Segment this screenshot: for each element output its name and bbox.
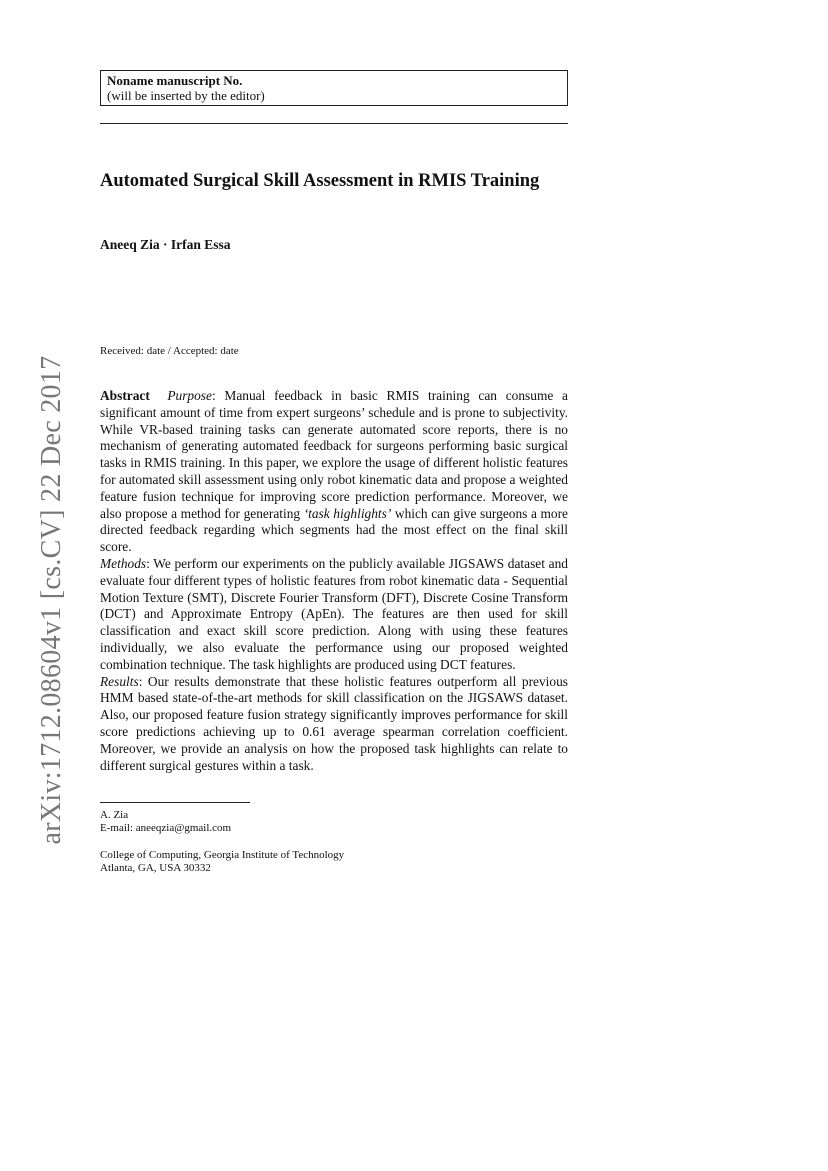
received-date: Received: date / Accepted: date bbox=[100, 345, 239, 357]
manuscript-header-box bbox=[100, 70, 568, 106]
abstract-methods-paragraph bbox=[100, 556, 568, 674]
abstract-section bbox=[100, 388, 568, 774]
footnote-email: E-mail: aneeqzia@gmail.com bbox=[100, 822, 232, 834]
methods-label: Methods bbox=[100, 555, 147, 571]
purpose-text-b: which can give surgeons a more directed feedback regarding which segments had the most effect on the final skill score. bbox=[100, 505, 568, 555]
abstract-results-paragraph bbox=[100, 674, 568, 775]
abstract-purpose-paragraph bbox=[100, 388, 568, 556]
paper-authors: Aneeq Zia · Irfan Essa bbox=[100, 237, 231, 252]
results-text: : Our results demonstrate that these holistic features outperform all previous HMM based state-of-the-art methods for skill classification on the JIGSAWS dataset. Also, our proposed feature fusion strategy significantly improves performance for skill score predictions achieving up to 0.61 average spearman correlation coefficient. Moreover, we provide an analysis on how the proposed task highlights can relate to different surgical gestures within a task. bbox=[100, 673, 568, 773]
abstract-label: Abstract bbox=[100, 388, 150, 403]
methods-text: : We perform our experiments on the publicly available JIGSAWS dataset and evaluate four different types of holistic features from robot kinematic data - Sequential Motion Texture (SMT), Discrete Fourier Transform (DFT), Discrete Cosine Transform (DCT) and Approximate Entropy (ApEn). The features are then used for skill classification and exact skill score prediction. Along with using these features individually, we also evaluate the performance using our proposed weighted combination technique. The task highlights are produced using DCT features. bbox=[100, 555, 568, 672]
manuscript-number: Noname manuscript No. bbox=[107, 73, 243, 88]
arxiv-identifier-stamp: arXiv:1712.08604v1 [cs.CV] 22 Dec 2017 bbox=[36, 355, 67, 845]
paper-title: Automated Surgical Skill Assessment in RMIS Training bbox=[100, 171, 540, 191]
footnote-rule bbox=[100, 802, 250, 803]
footnote-author-name: A. Zia bbox=[100, 809, 129, 821]
footnote-affiliation: College of Computing, Georgia Institute of Technology bbox=[100, 849, 345, 861]
header-rule bbox=[100, 123, 568, 124]
task-highlights-term: ‘task highlights’ bbox=[303, 505, 392, 521]
editor-note: (will be inserted by the editor) bbox=[107, 88, 265, 103]
purpose-text-a: : Manual feedback in basic RMIS training can consume a significant amount of time from expert surgeons’ schedule and is prone to subjectivity. While VR-based training tasks can generate automated score reports, there is no mechanism of generating automated feedback for surgeons performing basic surgical tasks in RMIS training. In this paper, we explore the usage of different holistic features for automated skill assessment using only robot kinematic data and propose a weighted feature fusion technique for improving score prediction performance. Moreover, we also propose a method for generating bbox=[100, 388, 568, 521]
footnote-address: Atlanta, GA, USA 30332 bbox=[100, 862, 211, 874]
purpose-label: Purpose bbox=[167, 388, 212, 403]
results-label: Results bbox=[100, 673, 139, 689]
